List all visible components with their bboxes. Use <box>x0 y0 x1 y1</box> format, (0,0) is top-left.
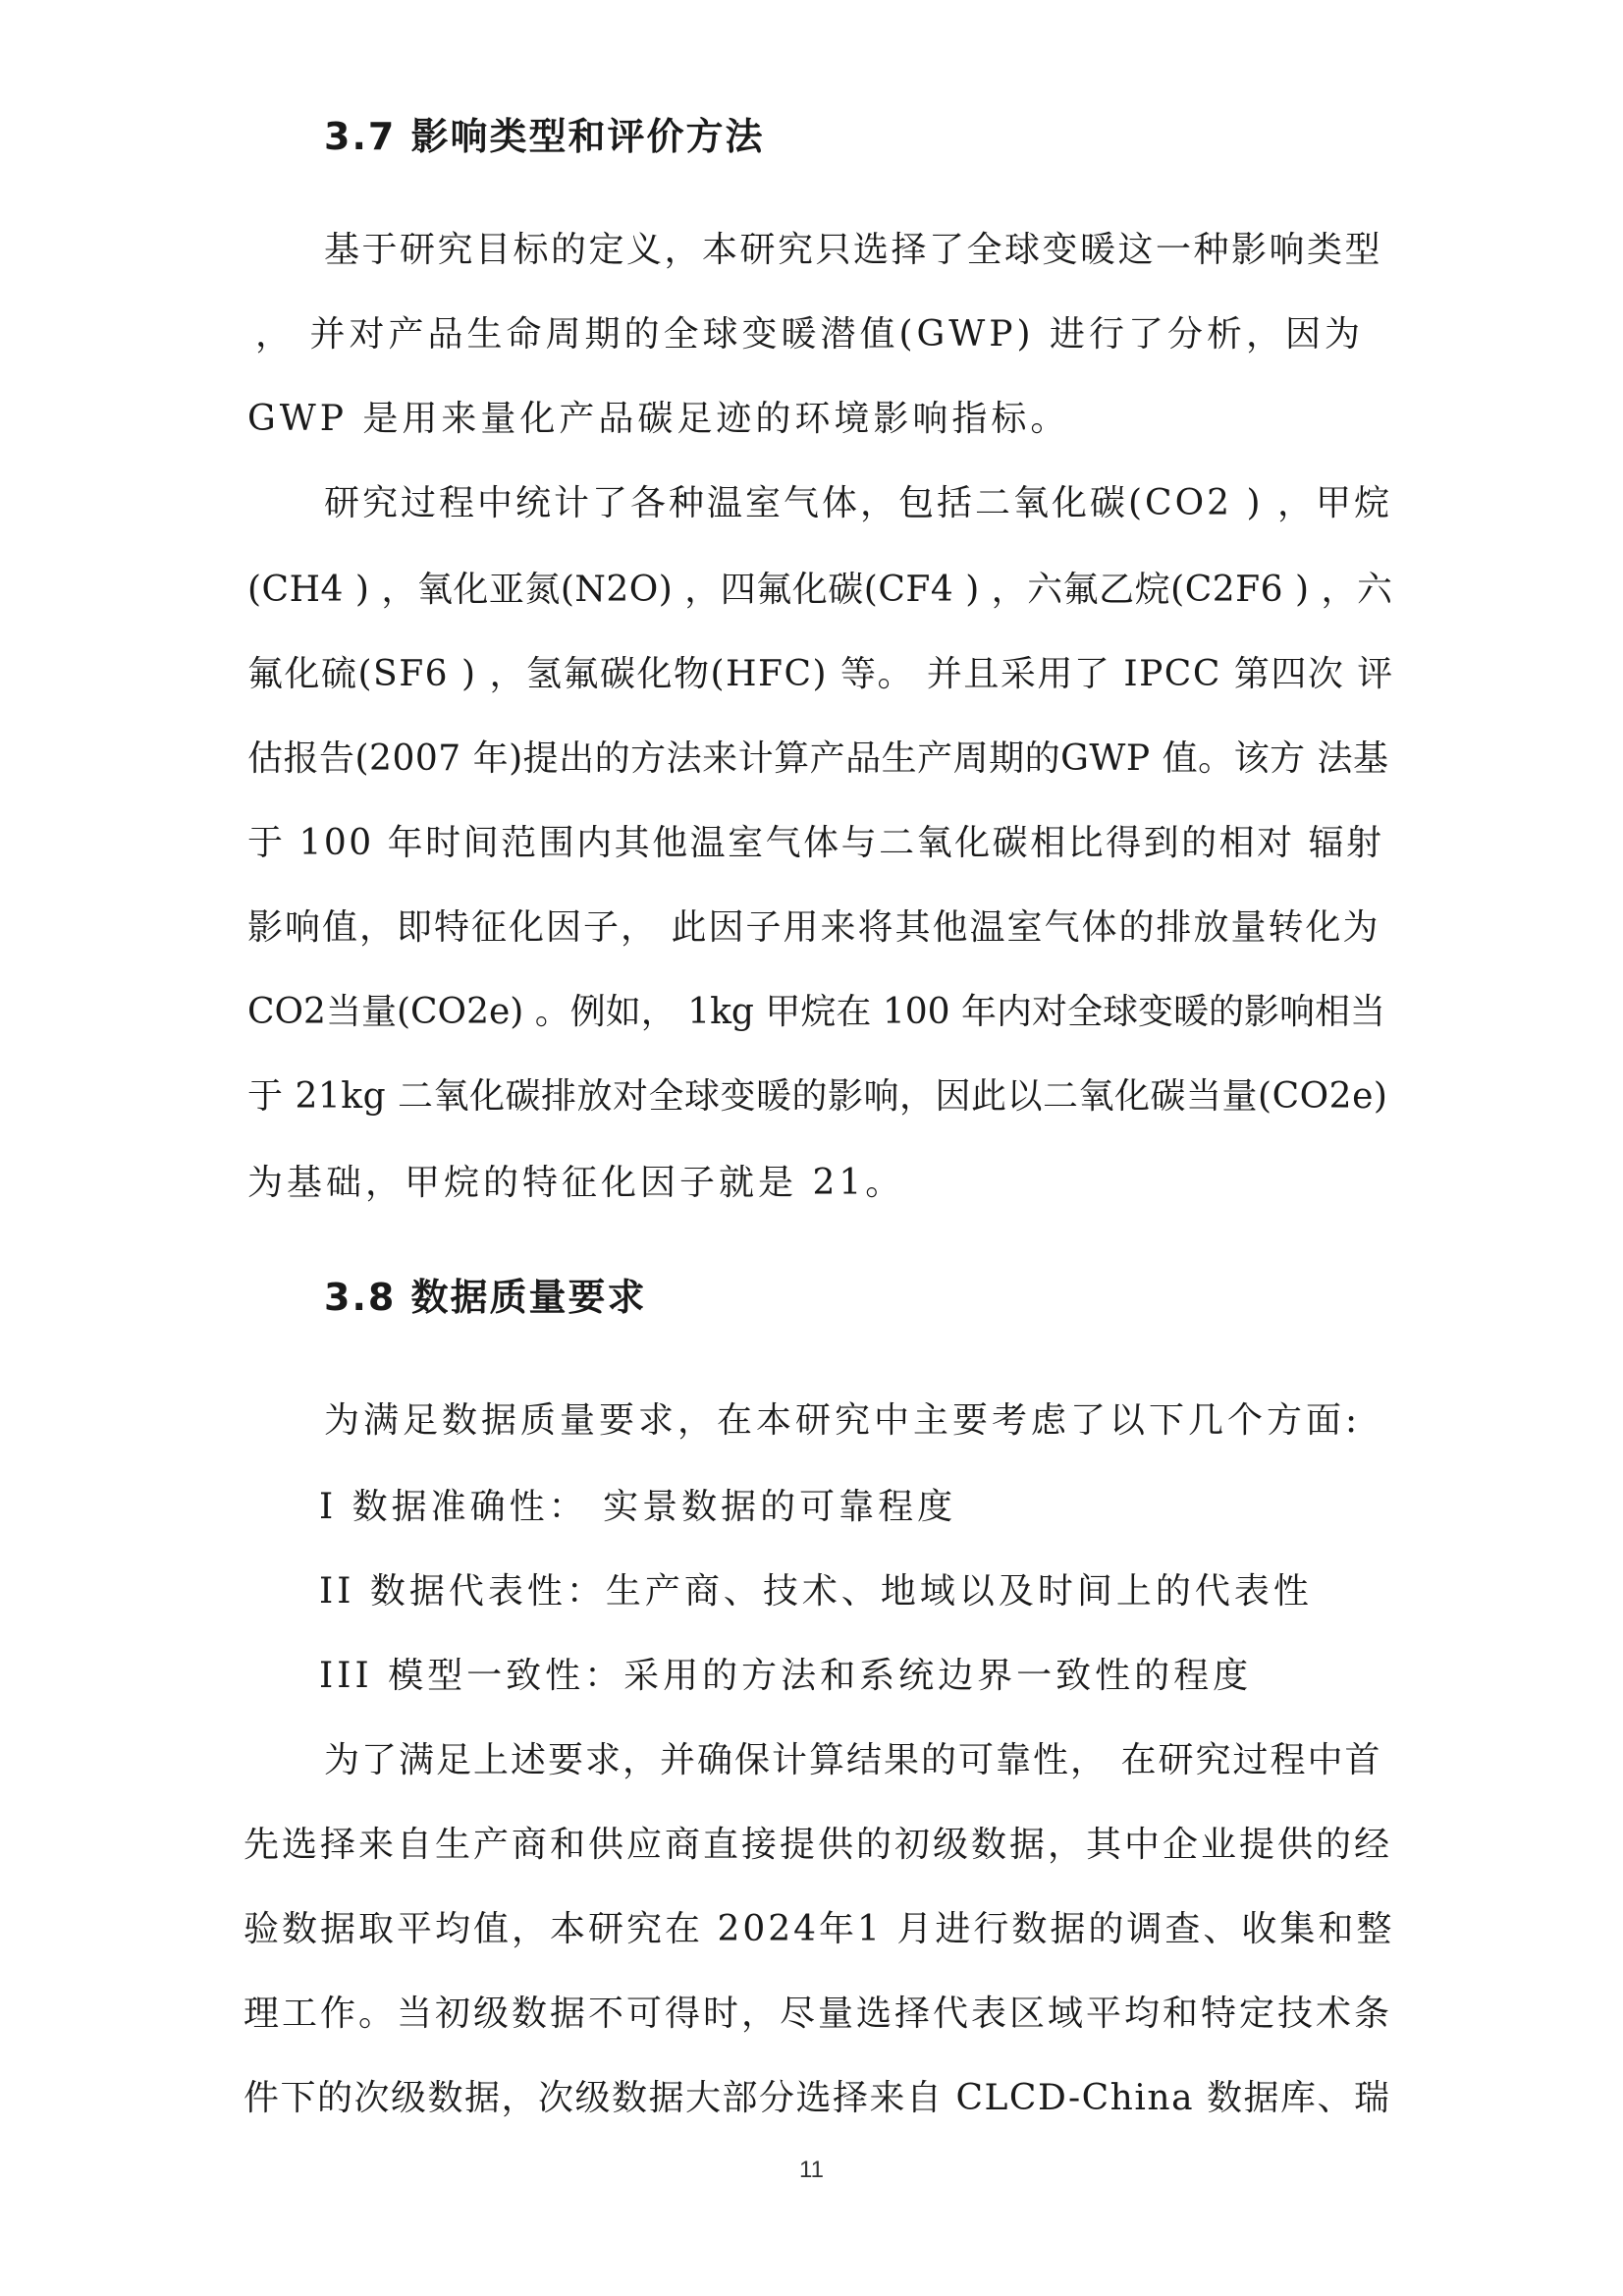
page-number: 11 <box>799 2157 824 2183</box>
paragraph-line: 为了满足上述要求，并确保计算结果的可靠性， 在研究过程中首 <box>324 1740 1382 1780</box>
criteria-item: II 数据代表性：生产商、技术、地域以及时间上的代表性 <box>319 1571 1313 1612</box>
section-3-8-heading: 3.8 数据质量要求 <box>324 1276 647 1319</box>
criteria-item: I 数据准确性： 实景数据的可靠程度 <box>319 1487 957 1527</box>
paragraph-line: 于 100 年时间范围内其他温室气体与二氧化碳相比得到的相对 辐射 <box>247 823 1384 863</box>
paragraph-line: 估报告(2007 年)提出的方法来计算产品生产周期的GWP 值。该方 法基 <box>247 738 1389 779</box>
paragraph-line: GWP 是用来量化产品碳足迹的环境影响指标。 <box>247 399 1070 439</box>
paragraph-line: 研究过程中统计了各种温室气体，包括二氧化碳(CO2 ) ，甲烷 <box>324 483 1392 523</box>
paragraph-line: 理工作。当初级数据不可得时，尽量选择代表区域平均和特定技术条 <box>243 1994 1393 2034</box>
paragraph-line: 件下的次级数据，次级数据大部分选择来自 CLCD-China 数据库、瑞 <box>243 2078 1391 2118</box>
paragraph-line: 基于研究目标的定义，本研究只选择了全球变暖这一种影响类型 <box>324 230 1383 270</box>
section-3-7-heading: 3.7 影响类型和评价方法 <box>324 115 765 158</box>
paragraph-line: ， 并对产品生命周期的全球变暖潜值(GWP) 进行了分析，因为 <box>255 314 1364 355</box>
paragraph-line: 影响值，即特征化因子， 此因子用来将其他温室气体的排放量转化为 <box>247 907 1380 948</box>
paragraph-line: 于 21kg 二氧化碳排放对全球变暖的影响，因此以二氧化碳当量(CO2e) <box>247 1076 1388 1117</box>
paragraph-line: 为满足数据质量要求，在本研究中主要考虑了以下几个方面: <box>324 1400 1362 1441</box>
paragraph-line: 先选择来自生产商和供应商直接提供的初级数据，其中企业提供的经 <box>243 1825 1393 1865</box>
paragraph-line: 氟化硫(SF6 ) ，氢氟碳化物(HFC) 等。 并且采用了 IPCC 第四次 评 <box>247 654 1394 694</box>
paragraph-line: (CH4 ) ，氧化亚氮(N2O) ，四氟化碳(CF4 ) ，六氟乙烷(C2F6 ) ，六 <box>247 570 1393 610</box>
paragraph-line: 为基础，甲烷的特征化因子就是 21。 <box>247 1163 905 1203</box>
paragraph-line: 验数据取平均值，本研究在 2024年1 月进行数据的调查、收集和整 <box>243 1909 1395 1949</box>
paragraph-line: CO2当量(CO2e) 。例如， 1kg 甲烷在 100 年内对全球变暖的影响相当 <box>247 992 1386 1032</box>
criteria-item: III 模型一致性：采用的方法和系统边界一致性的程度 <box>319 1656 1253 1696</box>
